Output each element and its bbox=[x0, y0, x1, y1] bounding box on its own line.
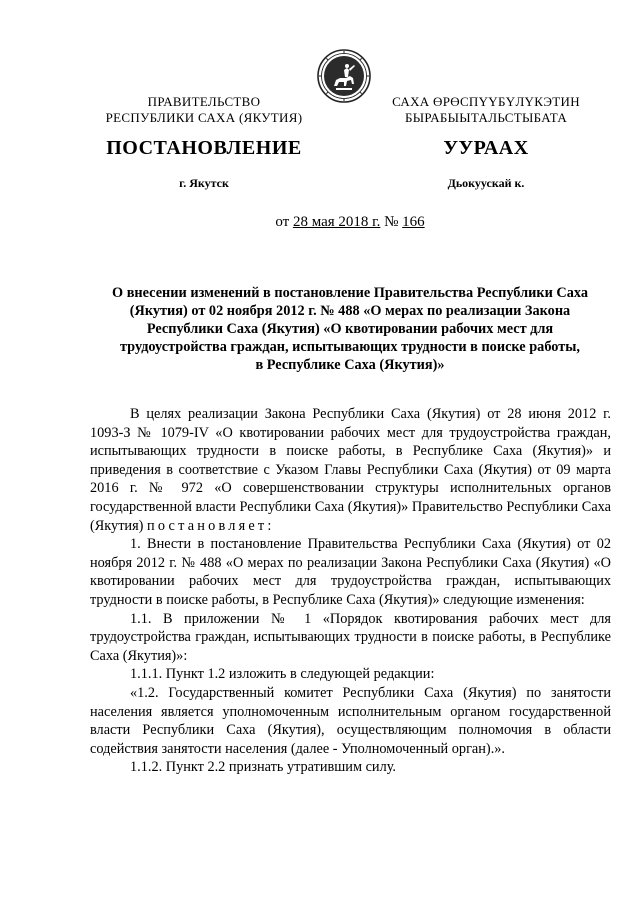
title-line-3: Республики Саха (Якутия) «О квотировании рабочих мест для bbox=[146, 321, 554, 337]
government-name-russian bbox=[92, 94, 316, 126]
date-prefix: от bbox=[275, 214, 293, 230]
city-russian: г. Якутск bbox=[179, 176, 229, 190]
paragraph-item-1: 1. Внести в постановление Правительства Республики Саха (Якутия) от 02 ноября 2012 г. № 488 «О мерах по реализации Закона Республики Саха (Якутия) «О квотировании рабочих мест для трудоустройства граждан, испытывающих трудности в поиске работы, в Республике Саха (Якутия)» следующие изменения: bbox=[90, 536, 611, 608]
title-line-4: трудоустройства граждан, испытывающих трудности в поиске работы, bbox=[119, 339, 580, 355]
government-name-yakut bbox=[376, 94, 596, 126]
document-date-number bbox=[90, 213, 610, 231]
coat-of-arms-emblem-icon bbox=[316, 48, 372, 104]
paragraph-preamble bbox=[90, 405, 611, 535]
title-line-2: (Якутия) от 02 ноября 2012 г. № 488 «О мерах по реализации Закона bbox=[129, 303, 571, 319]
government-name-line-1: ПРАВИТЕЛЬСТВО bbox=[147, 94, 261, 109]
paragraph-item-1-1-1: 1.1.1. Пункт 1.2 изложить в следующей редакции: bbox=[130, 666, 435, 683]
paragraph-item-1-1-2: 1.1.2. Пункт 2.2 признать утратившим силу. bbox=[130, 759, 397, 776]
document-type-russian: ПОСТАНОВЛЕНИЕ bbox=[106, 137, 302, 159]
document-date: 28 мая 2018 г. bbox=[292, 214, 381, 230]
government-name-yakut-line-2: БЫРАБЫЫТАЛЬСТЫБАТА bbox=[404, 110, 568, 125]
government-name-yakut-line-1: САХА ӨРӨСПҮҮБҮЛҮКЭТИН bbox=[392, 94, 580, 109]
resolves-word: постановляет: bbox=[147, 517, 275, 534]
government-name-line-2: РЕСПУБЛИКИ САХА (ЯКУТИЯ) bbox=[105, 110, 303, 125]
document-number: 166 bbox=[402, 214, 425, 230]
document-body bbox=[90, 405, 611, 777]
title-line-5: в Республике Саха (Якутия)» bbox=[255, 357, 445, 373]
document-type-yakut: УУРААХ bbox=[443, 137, 529, 159]
title-line-1: О внесении изменений в постановление Правительства Республики Саха bbox=[112, 285, 588, 301]
document-title bbox=[90, 284, 610, 374]
preamble-text: В целях реализации Закона Республики Саха (Якутия) от 28 июня 2012 г. 1093-З № 1079-IV «О квотировании рабочих мест для трудоустройства граждан, испытывающих трудности в поиске работы, в Республике Саха (Якутия)» и приведения в соответствие с Указом Главы Республики Саха (Якутия) от 09 марта 2016 г. № 972 «О совершенствовании структуры исполнительных органов государственной власти Республики Саха (Якутия)» Правительство Республики Саха (Якутия) bbox=[90, 406, 611, 534]
number-sign: № bbox=[380, 214, 403, 230]
paragraph-new-clause-1-2: «1.2. Государственный комитет Республики Саха (Якутия) по занятости населения является уполномоченным исполнительным органом государственной власти Республики Саха (Якутия), осуществляющим полномочия в области содействия занятости населения (далее - Уполномоченный орган).». bbox=[90, 684, 611, 757]
city-yakut: Дьокуускай к. bbox=[447, 176, 525, 190]
paragraph-item-1-1: 1.1. В приложении № 1 «Порядок квотирования рабочих мест для трудоустройства граждан, испытывающих трудности в поиске работы, в Республике Саха (Якутия)»: bbox=[90, 610, 611, 664]
